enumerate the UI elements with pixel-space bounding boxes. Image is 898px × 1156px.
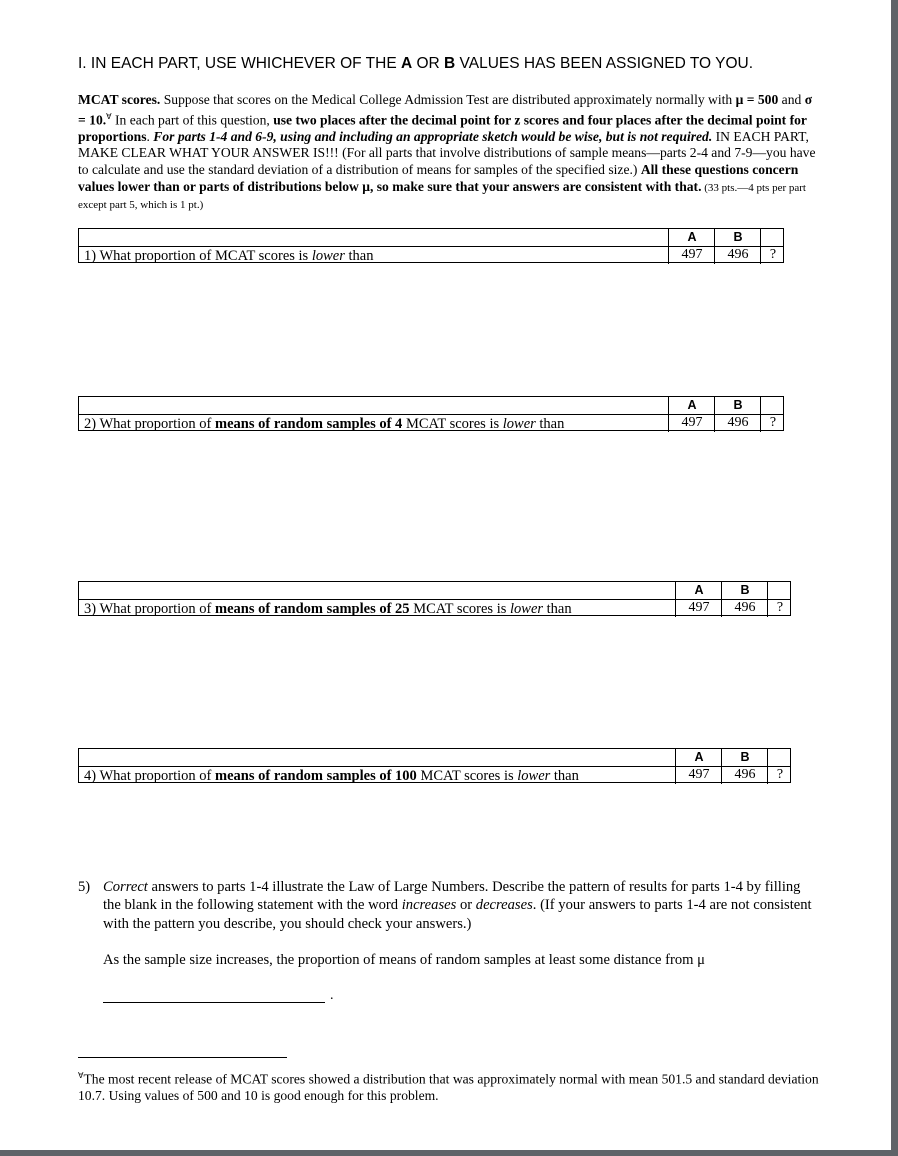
value-a-cell [675, 749, 722, 784]
q-em: lower [311, 248, 345, 264]
b-value: 496 [727, 415, 749, 430]
a-value: 497 [681, 247, 703, 262]
q-post: MCAT scores is [416, 768, 518, 784]
intro-text-2: and [778, 92, 805, 107]
q-em: lower [517, 768, 551, 784]
a-label: A [687, 230, 697, 244]
q-pre: 1) What proportion of MCAT scores is [84, 248, 312, 264]
intro-bold-2: All these questions concern values lower than or parts of distributions below μ, so make sure that your answers are consistent with that. [78, 161, 799, 194]
intro-text-1: Suppose that scores on the Medical College Admission Test are distributed approximately normally with [160, 92, 736, 107]
q-em: lower [510, 601, 544, 617]
question-mark: ? [776, 767, 784, 782]
footnote-rule [78, 1057, 287, 1058]
p5-em2: increases [401, 897, 457, 914]
intro-mu: μ = 500 [735, 92, 779, 107]
a-value: 497 [681, 415, 703, 430]
p5-em3: decreases [475, 897, 533, 914]
q-tail: than [535, 416, 565, 432]
footnote [78, 1068, 823, 1104]
p5-em1: Correct [103, 879, 148, 895]
question-text [84, 768, 579, 785]
q-pre: 4) What proportion of [84, 768, 216, 784]
p5-t3: . (If your answers to parts 1-4 are not consistent with the pattern you describe, you should check your answers.) [103, 897, 812, 932]
b-value: 496 [734, 767, 756, 782]
question-mark: ? [769, 415, 777, 430]
q-tail: than [543, 601, 572, 617]
heading-prefix: I. IN EACH PART, USE WHICHEVER OF THE [78, 55, 401, 72]
q-post: MCAT scores is [409, 601, 510, 617]
answer-blank[interactable] [103, 1002, 325, 1003]
intro-paragraph [78, 92, 823, 214]
p5-t2: or [456, 897, 476, 914]
intro-points: (33 pts.—4 pts per part except part 5, which is 1 pt.) [78, 181, 806, 212]
blank-period: . [330, 988, 334, 1003]
question-mark: ? [776, 600, 784, 615]
intro-bold-italic: For parts 1-4 and 6-9, using and including an appropriate sketch would be wise, but is not required. [153, 128, 713, 144]
question-text [84, 601, 572, 618]
part-5-statement: As the sample size increases, the proportion of means of random samples at least some distance from μ [103, 952, 705, 968]
question-text [84, 248, 373, 265]
b-label: B [733, 398, 743, 412]
b-label: B [733, 230, 743, 244]
b-label: B [740, 750, 750, 764]
intro-text-5: IN EACH PART, MAKE CLEAR WHAT YOUR ANSWER IS!!! (For all parts that involve distributions of sample means—parts 2-4 and 7-9—you have to calculate and use the standard deviation of a distribution of means for samples of the specified size.) [78, 128, 816, 177]
q-bold: means of random samples of 25 [215, 601, 410, 617]
intro-text-3: In each part of this question, [111, 112, 274, 128]
question-mark-cell [767, 582, 792, 617]
heading-a: A [400, 55, 413, 72]
part-5-text [103, 878, 818, 933]
a-value: 497 [688, 767, 710, 782]
section-heading [78, 55, 753, 73]
heading-suffix: VALUES HAS BEEN ASSIGNED TO YOU. [455, 55, 754, 72]
q-pre: 3) What proportion of [84, 601, 216, 617]
question-box [78, 396, 784, 431]
question-box [78, 228, 784, 263]
question-mark-cell [760, 229, 785, 264]
question-text [84, 416, 564, 433]
q-tail: than [344, 248, 374, 264]
b-value: 496 [727, 247, 749, 262]
value-a-cell [668, 397, 715, 432]
value-b-cell [721, 582, 768, 617]
value-a-cell [668, 229, 715, 264]
intro-title: MCAT scores. [78, 92, 161, 107]
q-tail: than [550, 768, 579, 784]
part-5 [78, 878, 818, 933]
a-label: A [687, 398, 697, 412]
a-label: A [694, 583, 704, 597]
q-bold: means of random samples of 4 [215, 416, 403, 432]
question-mark-cell [767, 749, 792, 784]
intro-bold-1: use two places after the decimal point for z scores and four places after the decimal point for proportions [78, 112, 807, 144]
q-bold: means of random samples of 100 [215, 768, 417, 784]
question-box [78, 748, 791, 783]
intro-text-4: . [146, 128, 154, 144]
intro-sigma: σ = 10. [78, 92, 813, 128]
footnote-text: The most recent release of MCAT scores showed a distribution that was approximately normal with mean 501.5 and standard deviation 10.7. Using values of 500 and 10 is good enough for this problem. [78, 1071, 819, 1103]
a-value: 497 [688, 600, 710, 615]
question-mark: ? [769, 247, 777, 262]
value-b-cell [721, 749, 768, 784]
q-pre: 2) What proportion of [84, 416, 216, 432]
p5-t1: answers to parts 1-4 illustrate the Law of Large Numbers. Describe the pattern of results for parts 1-4 by filling the blank in the following statement with the word [103, 879, 801, 914]
question-box [78, 581, 791, 616]
a-label: A [694, 750, 704, 764]
part-5-number: 5) [78, 879, 91, 895]
b-value: 496 [734, 600, 756, 615]
value-a-cell [675, 582, 722, 617]
value-b-cell [714, 397, 761, 432]
q-post: MCAT scores is [402, 416, 503, 432]
footnote-mark: ∀ [78, 1071, 84, 1080]
heading-mid: OR [412, 55, 445, 72]
value-b-cell [714, 229, 761, 264]
heading-b: B [444, 55, 456, 72]
question-mark-cell [760, 397, 785, 432]
b-label: B [740, 583, 750, 597]
q-em: lower [502, 416, 536, 432]
footnote-marker: ∀ [106, 111, 112, 121]
